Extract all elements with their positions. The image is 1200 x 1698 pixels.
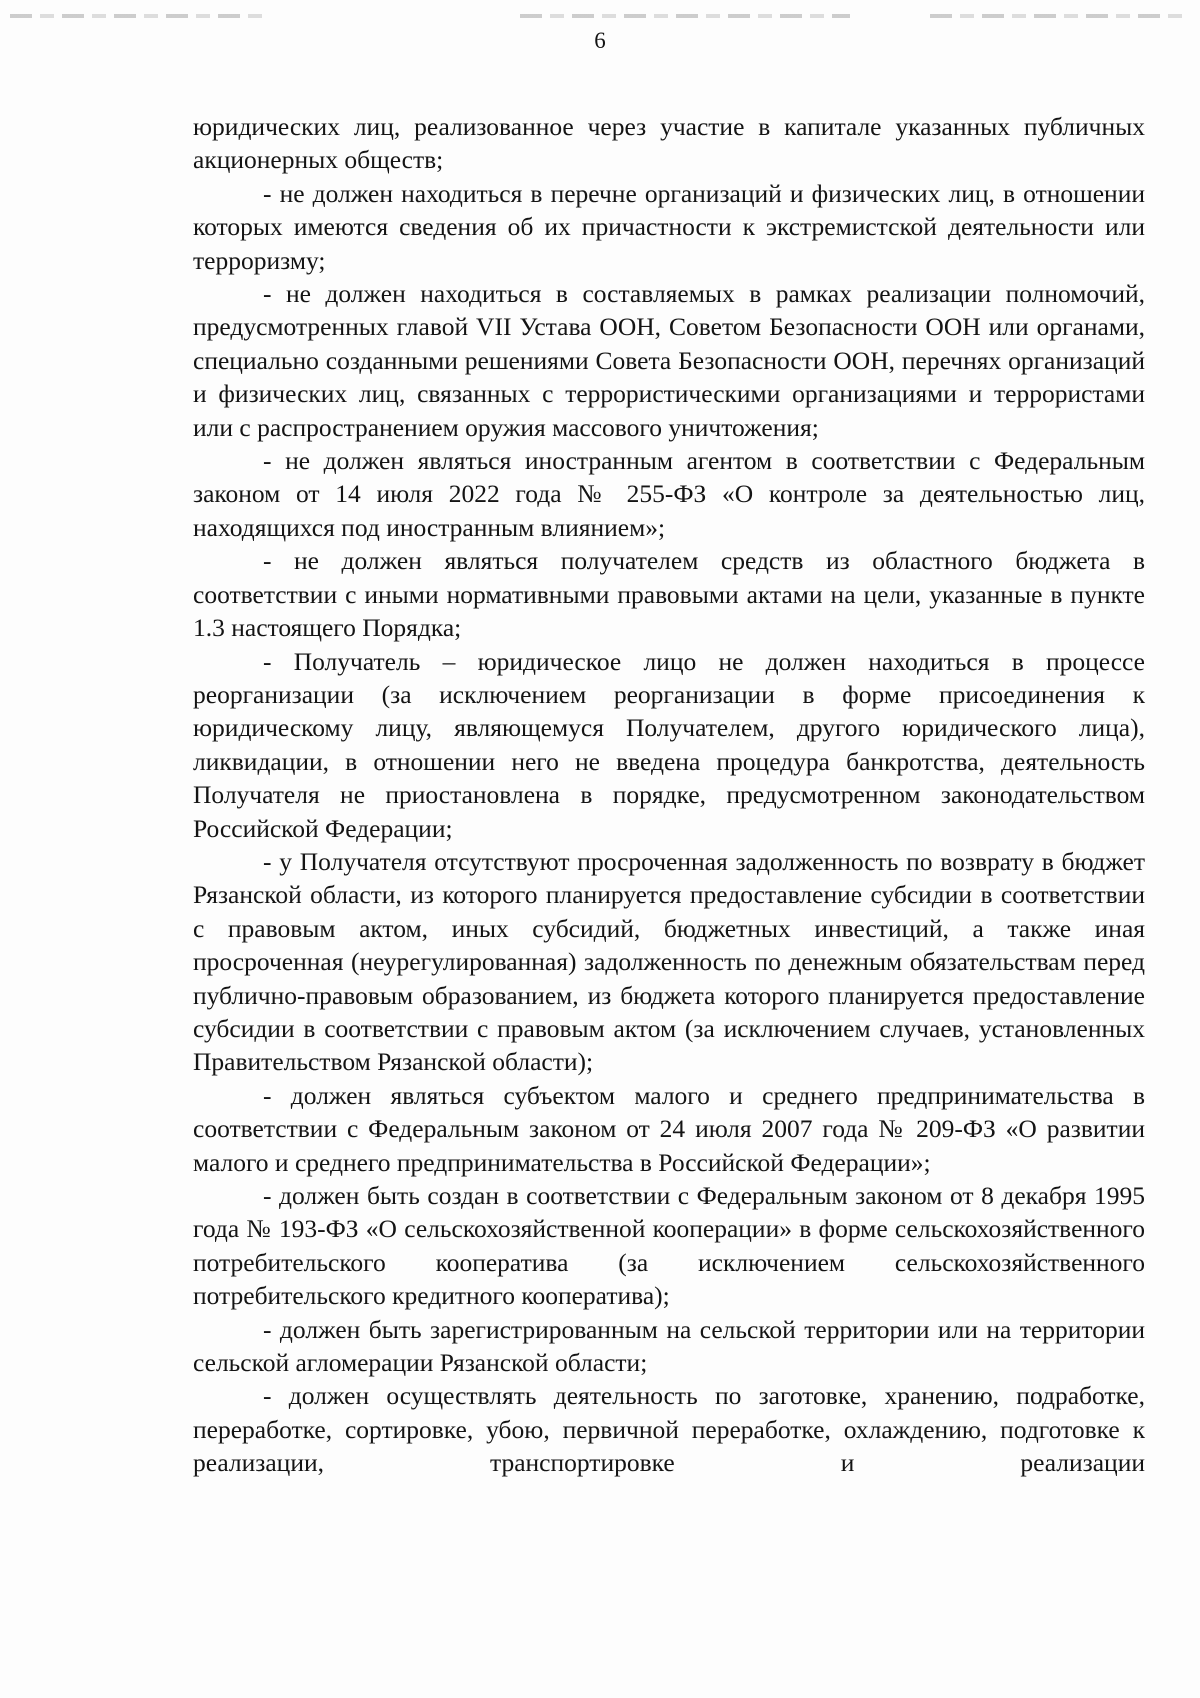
- paragraph: - у Получателя отсутствуют просроченная задолженность по возврату в бюджет Рязанской области, из которого планируется предоставление субсидии в соответствии с правовым актом, иных субсидий, бюджетных инвестиций, а также иная просроченная (неурегулированная) задолженность по денежным обязательствам перед публично-правовым образованием, из бюджета которого планируется предоставление субсидии в соответствии с правовым актом (за исключением случаев, установленных Правительством Рязанской области);: [193, 846, 1145, 1077]
- paragraph: - не должен находиться в перечне организаций и физических лиц, в отношении которых имеются сведения об их причастности к экстремистской деятельности или терроризму;: [193, 178, 1145, 275]
- paragraph: - Получатель – юридическое лицо не должен находиться в процессе реорганизации (за исключением реорганизации в форме присоединения к юридическому лицу, являющемуся Получателем, другого юридического лица), ликвидации, в отношении него не введена процедура банкротства, деятельность Получателя не приостановлена в порядке, предусмотренном законодательством Российской Федерации;: [193, 646, 1145, 843]
- paragraph: - должен являться субъектом малого и среднего предпринимательства в соответствии с Федеральным законом от 24 июля 2007 года № 209-ФЗ «О развитии малого и среднего предпринимательства в Российской Федерации»;: [193, 1080, 1145, 1177]
- document-body: [193, 110, 1145, 1480]
- paragraph: - не должен находиться в составляемых в рамках реализации полномочий, предусмотренных главой VII Устава ООН, Советом Безопасности ООН или органами, специально созданными решениями Совета Безопасности ООН, перечнях организаций и физических лиц, связанных с террористическими организациями и террористами или с распространением оружия массового уничтожения;: [193, 279, 1145, 442]
- page-number: 6: [594, 28, 606, 53]
- scan-edge-artifact: [930, 14, 1190, 18]
- scan-edge-artifact: [10, 14, 270, 18]
- scan-edge-artifact: [520, 14, 850, 18]
- paragraph: - должен быть зарегистрированным на сельской территории или на территории сельской агломерации Рязанской области;: [193, 1314, 1145, 1378]
- paragraph: - не должен являться иностранным агентом в соответствии с Федеральным законом от 14 июля 2022 года № 255-ФЗ «О контроле за деятельностью лиц, находящихся под иностранным влиянием»;: [193, 446, 1145, 542]
- paragraph: - должен осуществлять деятельность по заготовке, хранению, подработке, переработке, сортировке, убою, первичной переработке, охлаждению, подготовке к реализации, транспортировке и реализации: [193, 1381, 1145, 1478]
- paragraph: - не должен являться получателем средств из областного бюджета в соответствии с иными нормативными правовыми актами на цели, указанные в пункте 1.3 настоящего Порядка;: [193, 546, 1145, 643]
- paragraph: юридических лиц, реализованное через участие в капитале указанных публичных акционерных обществ;: [193, 112, 1145, 175]
- paragraph: - должен быть создан в соответствии с Федеральным законом от 8 декабря 1995 года № 193-ФЗ «О сельскохозяйственной кооперации» в форме сельскохозяйственного потребительского кооператива (за исключением сельскохозяйственного потребительского кредитного кооператива);: [193, 1181, 1145, 1311]
